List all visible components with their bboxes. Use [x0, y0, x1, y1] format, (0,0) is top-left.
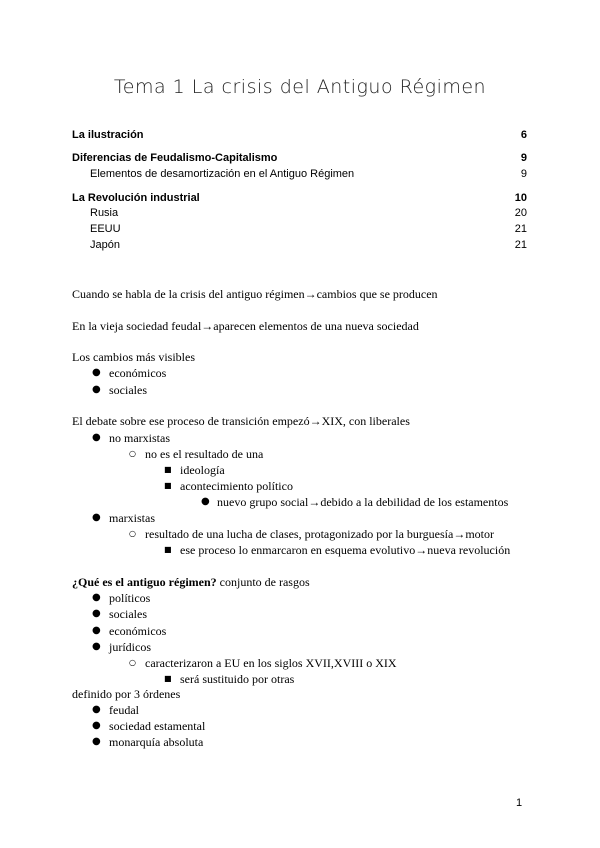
list-item: [145, 656, 397, 670]
toc-entry[interactable]: [72, 151, 527, 165]
list-item: [109, 640, 151, 654]
toc-entry-label: Diferencias de Feudalismo-Capitalismo: [72, 152, 278, 164]
bullet-icon: ●: [92, 512, 101, 523]
item-text: conjunto de rasgos: [216, 575, 310, 589]
toc-entry-label: Elementos de desamortización en el Antiguo Régimen: [90, 168, 355, 180]
bullet-icon: ●: [92, 641, 101, 652]
list-item: [145, 447, 263, 461]
toc-entry-label: La ilustración: [72, 129, 144, 141]
item-text: Los cambios más visibles: [72, 350, 195, 364]
bullet-icon: ●: [92, 704, 101, 715]
toc-entry[interactable]: [90, 222, 527, 236]
item-text: resultado de una lucha de clases, protagonizado por la burguesía→motor: [145, 527, 495, 541]
item-text: feudal: [109, 703, 139, 717]
list-item: [109, 607, 147, 621]
item-text: ideología: [180, 463, 225, 477]
list-item: [109, 431, 170, 445]
list-item: [180, 479, 293, 493]
toc-entry-page: 21: [514, 223, 527, 235]
toc-entry-label: La Revolución industrial: [72, 192, 200, 204]
item-text: marxistas: [109, 511, 155, 525]
item-text: acontecimiento político: [180, 479, 293, 493]
paragraph: [72, 575, 310, 589]
item-text: no es el resultado de una: [145, 447, 264, 461]
item-text: El debate sobre ese proceso de transición empezó→XIX, con liberales: [72, 414, 410, 428]
list-item: [217, 495, 508, 509]
list-item: [109, 383, 147, 397]
list-item: [109, 703, 139, 717]
item-text: nuevo grupo social→debido a la debilidad de los estamentos: [217, 495, 509, 509]
item-text: políticos: [109, 591, 151, 605]
toc-entry-page: 21: [514, 239, 527, 251]
bullet-icon: ●: [92, 625, 101, 636]
page-number: 1: [516, 797, 523, 809]
paragraph: [72, 414, 410, 428]
item-text: económicos: [109, 624, 167, 638]
toc-entry-page: 9: [520, 152, 527, 164]
item-text: económicos: [109, 366, 167, 380]
paragraph: [72, 319, 419, 333]
item-text: sociales: [109, 383, 147, 397]
item-text: Cuando se habla de la crisis del antiguo régimen→cambios que se producen: [72, 287, 438, 301]
square-bullet-icon: ■: [164, 674, 172, 683]
list-item: [109, 719, 205, 733]
item-text: jurídicos: [109, 640, 151, 654]
item-text: sociales: [109, 607, 147, 621]
circle-bullet-icon: ○: [129, 449, 136, 458]
item-text: caracterizaron a EU en los siglos XVII,XVIII o XIX: [145, 656, 397, 670]
list-item: [180, 543, 510, 557]
list-item: [180, 672, 294, 686]
item-text: sociedad estamental: [109, 719, 206, 733]
toc-entry[interactable]: [90, 167, 527, 181]
item-text: En la vieja sociedad feudal→aparecen elementos de una nueva sociedad: [72, 319, 419, 333]
toc-entry[interactable]: [72, 191, 527, 205]
list-item: [109, 366, 166, 380]
circle-bullet-icon: ○: [129, 658, 136, 667]
item-text: monarquía absoluta: [109, 735, 204, 749]
list-item: [145, 527, 494, 541]
toc-entry[interactable]: [72, 128, 527, 142]
list-item: [180, 463, 225, 477]
square-bullet-icon: ■: [164, 465, 172, 474]
toc-entry-label: Rusia: [90, 207, 119, 219]
toc-entry[interactable]: [90, 238, 527, 252]
toc-entry[interactable]: [90, 206, 527, 220]
toc-entry-label: EEUU: [90, 223, 121, 235]
toc-entry-page: 10: [514, 192, 527, 204]
list-item: [109, 591, 150, 605]
bullet-icon: ●: [92, 736, 101, 747]
item-text: definido por 3 órdenes: [72, 687, 181, 701]
toc-entry-page: 9: [520, 168, 527, 180]
toc-entry-page: 6: [520, 129, 527, 141]
list-item: [109, 735, 203, 749]
bullet-icon: ●: [92, 384, 101, 395]
item-text: ese proceso lo enmarcaron en esquema evolutivo→nueva revolución: [180, 543, 511, 557]
toc-entry-page: 20: [514, 207, 527, 219]
list-item: [109, 511, 155, 525]
paragraph: [72, 350, 195, 364]
bullet-icon: ●: [92, 608, 101, 619]
paragraph: [72, 287, 438, 301]
circle-bullet-icon: ○: [129, 529, 136, 538]
toc-entry-label: Japón: [90, 239, 120, 251]
bullet-icon: ●: [92, 367, 101, 378]
document-title: Tema 1 La crisis del Antiguo Régimen: [113, 76, 487, 98]
list-item: [109, 624, 166, 638]
item-text: será sustituido por otras: [180, 672, 295, 686]
bullet-icon: ●: [92, 720, 101, 731]
paragraph: [72, 687, 180, 701]
square-bullet-icon: ■: [164, 545, 172, 554]
square-bullet-icon: ■: [164, 481, 172, 490]
item-text: no marxistas: [109, 431, 170, 445]
bullet-icon: ●: [92, 592, 101, 603]
bullet-icon: ●: [92, 432, 101, 443]
bold-question: ¿Qué es el antiguo régimen?: [72, 575, 217, 589]
bullet-icon: ●: [201, 496, 210, 507]
